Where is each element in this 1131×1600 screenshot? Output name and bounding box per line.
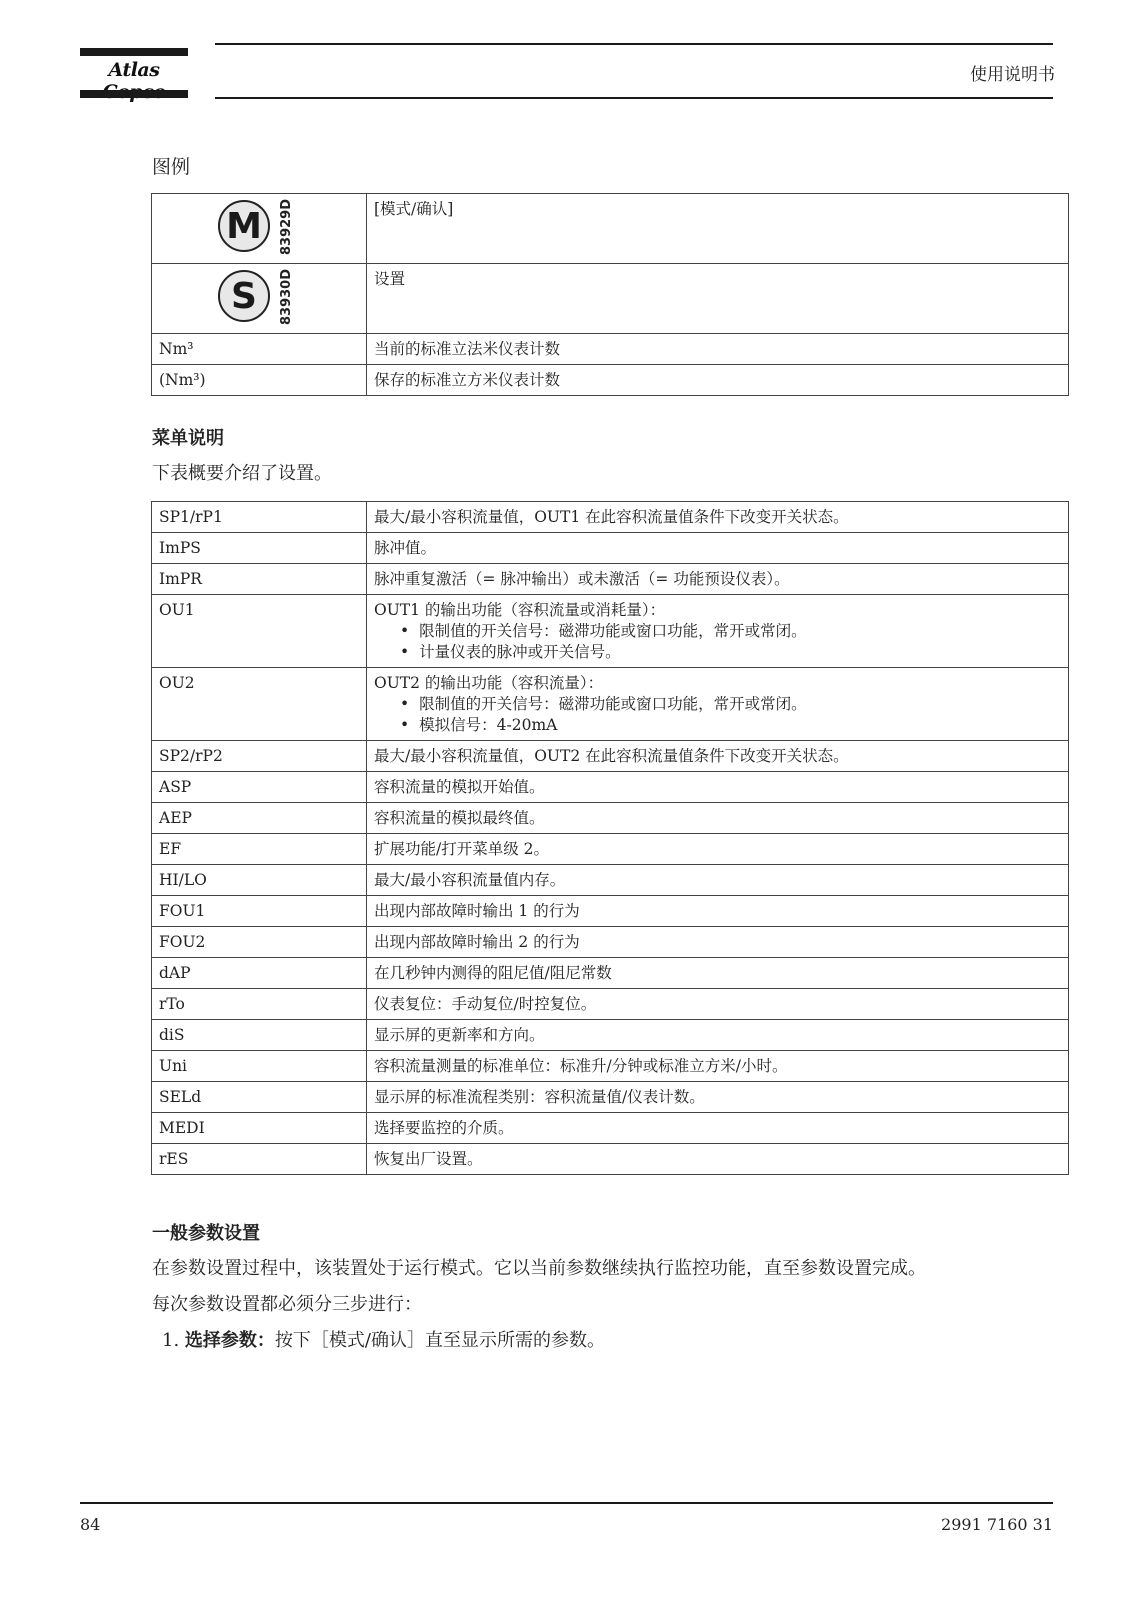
menu-desc: 最大/最小容积流量值，OUT2 在此容积流量值条件下改变开关状态。 (367, 741, 1069, 772)
menu-table (151, 501, 1069, 1175)
table-row (152, 1144, 1069, 1175)
menu-code: ImPR (152, 564, 367, 595)
table-row (152, 865, 1069, 896)
menu-desc: 容积流量的模拟最终值。 (367, 803, 1069, 834)
list-item: • 限制值的开关信号：磁滞功能或窗口功能，常开或常闭。 (400, 621, 1061, 642)
legend-symbol-cell (152, 194, 367, 264)
legend-row-set (152, 264, 1069, 334)
logo-wordmark: Atlas (108, 59, 160, 81)
table-row (152, 803, 1069, 834)
menu-desc: 最大/最小容积流量值，OUT1 在此容积流量值条件下改变开关状态。 (367, 502, 1069, 533)
table-row (152, 896, 1069, 927)
menu-desc: OUT2 的输出功能（容积流量）： (374, 674, 604, 692)
logo-bar-top (80, 48, 188, 56)
table-row (152, 595, 1069, 668)
mode-icon-code: 83929D (279, 198, 294, 256)
table-row (152, 1020, 1069, 1051)
table-row (152, 533, 1069, 564)
header-rule-top (215, 43, 1053, 45)
legend-desc: 保存的标准立方米仪表计数 (367, 365, 1069, 396)
menu-code: HI/LO (152, 865, 367, 896)
mode-button-icon: M (218, 200, 270, 252)
general-paragraph-1: 在参数设置过程中，该装置处于运行模式。它以当前参数继续执行监控功能，直至参数设置完成。 (152, 1258, 926, 1279)
menu-desc: 恢复出厂设置。 (367, 1144, 1069, 1175)
legend-term: (Nm³) (152, 365, 367, 396)
step-number: 1. (162, 1330, 180, 1351)
legend-desc: 当前的标准立法米仪表计数 (367, 334, 1069, 365)
bullet-list (374, 621, 1061, 663)
legend-term: Nm³ (152, 334, 367, 365)
menu-desc: 扩展功能/打开菜单级 2。 (367, 834, 1069, 865)
legend-row (152, 334, 1069, 365)
menu-desc: 脉冲值。 (367, 533, 1069, 564)
table-row (152, 502, 1069, 533)
menu-code: FOU1 (152, 896, 367, 927)
bullet-list (374, 694, 1061, 736)
general-paragraph-2: 每次参数设置都必须分三步进行： (152, 1294, 422, 1315)
menu-code: OU1 (152, 595, 367, 668)
menu-code: AEP (152, 803, 367, 834)
menu-code: EF (152, 834, 367, 865)
menu-code: FOU2 (152, 927, 367, 958)
menu-code: dAP (152, 958, 367, 989)
legend-symbol-cell (152, 264, 367, 334)
legend-row-mode (152, 194, 1069, 264)
table-row (152, 772, 1069, 803)
legend-row (152, 365, 1069, 396)
header-rule-bottom (215, 97, 1053, 99)
general-heading: 一般参数设置 (152, 1223, 260, 1244)
menu-desc: 容积流量的模拟开始值。 (367, 772, 1069, 803)
table-row (152, 1051, 1069, 1082)
legend-desc: [模式/确认] (367, 194, 1069, 264)
document-number: 2991 7160 31 (941, 1515, 1053, 1534)
step-1 (162, 1326, 605, 1352)
menu-desc: 出现内部故障时输出 2 的行为 (367, 927, 1069, 958)
table-row (152, 958, 1069, 989)
menu-desc: 出现内部故障时输出 1 的行为 (367, 896, 1069, 927)
menu-desc: OUT1 的输出功能（容积流量或消耗量）： (374, 601, 666, 619)
menu-desc: 脉冲重复激活（= 脉冲输出）或未激活（= 功能预设仪表）。 (367, 564, 1069, 595)
table-row (152, 989, 1069, 1020)
atlas-copco-logo (80, 48, 188, 98)
legend-desc: 设置 (367, 264, 1069, 334)
list-item: • 计量仪表的脉冲或开关信号。 (400, 642, 1061, 663)
menu-heading: 菜单说明 (152, 428, 224, 449)
document-type: 使用说明书 (970, 65, 1055, 85)
menu-code: SELd (152, 1082, 367, 1113)
menu-intro: 下表概要介绍了设置。 (152, 463, 332, 484)
menu-code: rES (152, 1144, 367, 1175)
step-title: 选择参数： (184, 1330, 275, 1351)
menu-code: OU2 (152, 668, 367, 741)
menu-code: diS (152, 1020, 367, 1051)
list-item: • 模拟信号：4-20mA (400, 715, 1061, 736)
step-text: 按下［模式/确认］直至显示所需的参数。 (274, 1330, 605, 1351)
table-row (152, 1113, 1069, 1144)
menu-desc: 仪表复位：手动复位/时控复位。 (367, 989, 1069, 1020)
page-number: 84 (80, 1515, 101, 1534)
menu-code: SP1/rP1 (152, 502, 367, 533)
logo-bar-bottom (80, 90, 188, 98)
menu-code: ImPS (152, 533, 367, 564)
menu-desc: 显示屏的标准流程类别：容积流量值/仪表计数。 (367, 1082, 1069, 1113)
footer-rule (80, 1502, 1053, 1504)
set-icon-code: 83930D (279, 268, 294, 326)
menu-desc-cell (367, 668, 1069, 741)
legend-table (151, 193, 1069, 396)
menu-desc: 在几秒钟内测得的阻尼值/阻尼常数 (367, 958, 1069, 989)
menu-desc: 选择要监控的介质。 (367, 1113, 1069, 1144)
menu-code: MEDI (152, 1113, 367, 1144)
menu-desc-cell (367, 595, 1069, 668)
menu-desc: 容积流量测量的标准单位：标准升/分钟或标准立方米/小时。 (367, 1051, 1069, 1082)
legend-heading: 图例 (152, 156, 191, 178)
table-row (152, 668, 1069, 741)
menu-code: rTo (152, 989, 367, 1020)
table-row (152, 927, 1069, 958)
list-item: • 限制值的开关信号：磁滞功能或窗口功能，常开或常闭。 (400, 694, 1061, 715)
menu-code: SP2/rP2 (152, 741, 367, 772)
menu-desc: 显示屏的更新率和方向。 (367, 1020, 1069, 1051)
table-row (152, 741, 1069, 772)
table-row (152, 834, 1069, 865)
table-row (152, 1082, 1069, 1113)
set-button-icon: S (218, 270, 270, 322)
menu-code: Uni (152, 1051, 367, 1082)
menu-desc: 最大/最小容积流量值内存。 (367, 865, 1069, 896)
menu-code: ASP (152, 772, 367, 803)
table-row (152, 564, 1069, 595)
